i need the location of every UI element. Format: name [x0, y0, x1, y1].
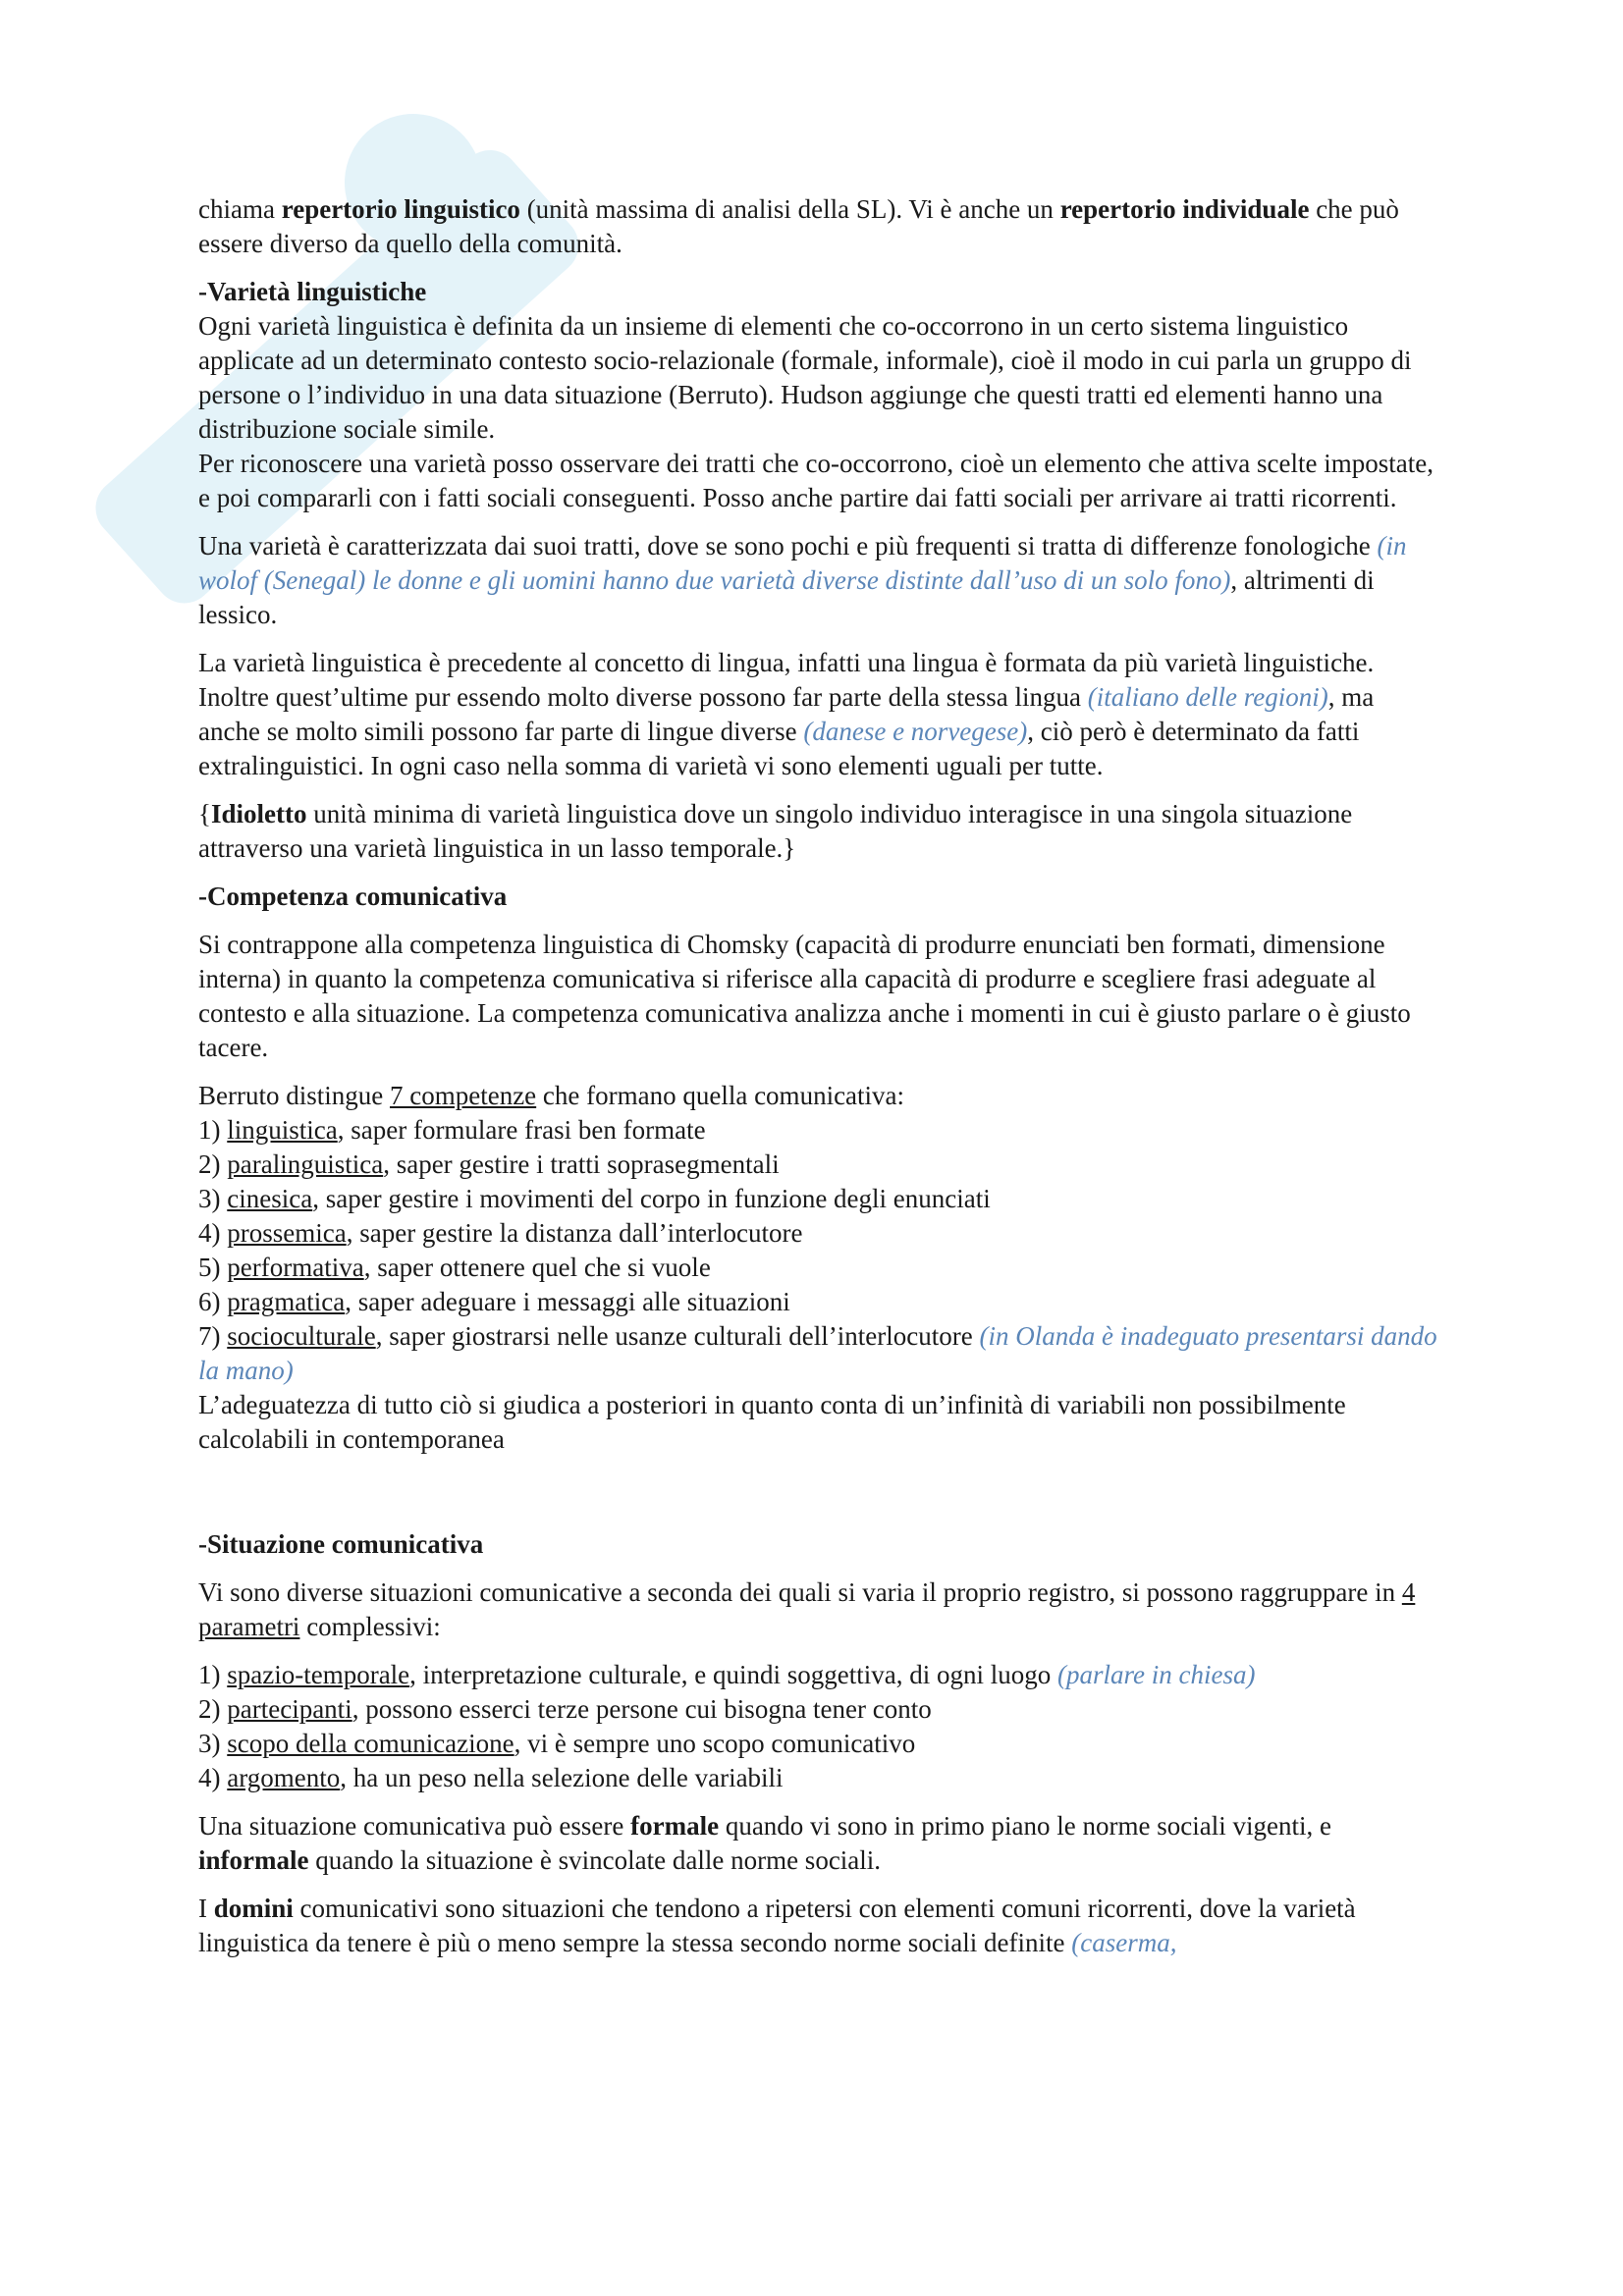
paragraph-varieta-def: Ogni varietà linguistica è definita da un insieme di elementi che co-occorrono in un certo sistema linguistico applicate ad un determinato contesto socio-relazionale (formale, informale), cioè il modo in cui parla un gruppo di persone o l’individuo in una data situazione (Berruto). Hudson aggiunge che questi tratti ed elementi hanno una distribuzione sociale simile.: [198, 311, 1412, 444]
spacer: [198, 1470, 1440, 1527]
paragraph-formale: Una situazione comunicativa può essere formale quando vi sono in primo piano le norme sociali vigenti, e informale quando la situazione è svincolate dalle norme sociali.: [198, 1811, 1331, 1875]
list-item: 3) cinesica, saper gestire i movimenti del corpo in funzione degli enunciati: [198, 1184, 991, 1213]
paragraph-berruto: Berruto distingue 7 competenze che formano quella comunicativa:: [198, 1081, 905, 1110]
list-item: 4) prossemica, saper gestire la distanza dall’interlocutore: [198, 1218, 803, 1248]
list-item: 5) performativa, saper ottenere quel che si vuole: [198, 1253, 711, 1282]
list-item: 1) linguistica, saper formulare frasi ben formate: [198, 1115, 706, 1145]
paragraph-domini: I domini comunicativi sono situazioni che tendono a ripetersi con elementi comuni ricorrenti, dove la varietà linguistica da tenere è più o meno sempre la stessa secondo norme sociali definite (caserma,: [198, 1894, 1356, 1957]
parametri-list: [198, 1658, 1440, 1795]
document-body: [198, 192, 1440, 1974]
list-item: 6) pragmatica, saper adeguare i messaggi alle situazioni: [198, 1287, 790, 1316]
heading-situazione: -Situazione comunicativa: [198, 1529, 484, 1559]
paragraph-situazione: Vi sono diverse situazioni comunicative a seconda dei quali si varia il proprio registro, si possono raggruppare in 4 parametri complessivi:: [198, 1577, 1416, 1641]
paragraph-tratti: Una varietà è caratterizzata dai suoi tratti, dove se sono pochi e più frequenti si tratta di differenze fonologiche (in wolof (Senegal) le donne e gli uomini hanno due varietà diverse distinte dall’uso di un solo fono), altrimenti di lessico.: [198, 531, 1407, 629]
heading-varieta: -Varietà linguistiche: [198, 277, 427, 306]
competenze-list: [198, 1113, 1440, 1388]
list-item: 4) argomento, ha un peso nella selezione delle variabili: [198, 1763, 784, 1792]
paragraph-idioletto: {Idioletto unità minima di varietà linguistica dove un singolo individuo interagisce in una singola situazione attraverso una varietà linguistica in un lasso temporale.}: [198, 799, 1353, 863]
paragraph-lingua: La varietà linguistica è precedente al concetto di lingua, infatti una lingua è formata da più varietà linguistiche. Inoltre quest’ultime pur essendo molto diverse possono far parte della stessa lingua (italiano delle regioni), ma anche se molto simili possono far parte di lingue diverse (danese e norvegese), ciò però è determinato da fatti extralinguistici. In ogni caso nella somma di varietà vi sono elementi uguali per tutte.: [198, 648, 1375, 780]
paragraph-adeguatezza: L’adeguatezza di tutto ciò si giudica a posteriori in quanto conta di un’infinità di variabili non possibilmente calcolabili in contemporanea: [198, 1390, 1346, 1454]
list-item: 2) partecipanti, possono esserci terze persone cui bisogna tener conto: [198, 1694, 932, 1724]
list-item: 7) socioculturale, saper giostrarsi nelle usanze culturali dell’interlocutore (in Olanda è inadeguato presentarsi dando la mano): [198, 1321, 1437, 1385]
paragraph-repertorio: chiama repertorio linguistico (unità massima di analisi della SL). Vi è anche un repertorio individuale che può essere diverso da quello della comunità.: [198, 194, 1399, 258]
list-item: 3) scopo della comunicazione, vi è sempre uno scopo comunicativo: [198, 1729, 916, 1758]
paragraph-riconoscere: Per riconoscere una varietà posso osservare dei tratti che co-occorrono, cioè un elemento che attiva scelte impostate, e poi compararli con i fatti sociali conseguenti. Posso anche partire dai fatti sociali per arrivare ai tratti ricorrenti.: [198, 449, 1434, 512]
list-item: 1) spazio-temporale, interpretazione culturale, e quindi soggettiva, di ogni luogo (parlare in chiesa): [198, 1660, 1256, 1689]
heading-competenza: -Competenza comunicativa: [198, 881, 508, 911]
list-item: 2) paralinguistica, saper gestire i tratti soprasegmentali: [198, 1149, 780, 1179]
paragraph-competenza: Si contrappone alla competenza linguistica di Chomsky (capacità di produrre enunciati ben formati, dimensione interna) in quanto la competenza comunicativa si riferisce alla capacità di produrre e scegliere frasi adeguate al contesto e alla situazione. La competenza comunicativa analizza anche i momenti in cui è giusto parlare o è giusto tacere.: [198, 930, 1411, 1062]
